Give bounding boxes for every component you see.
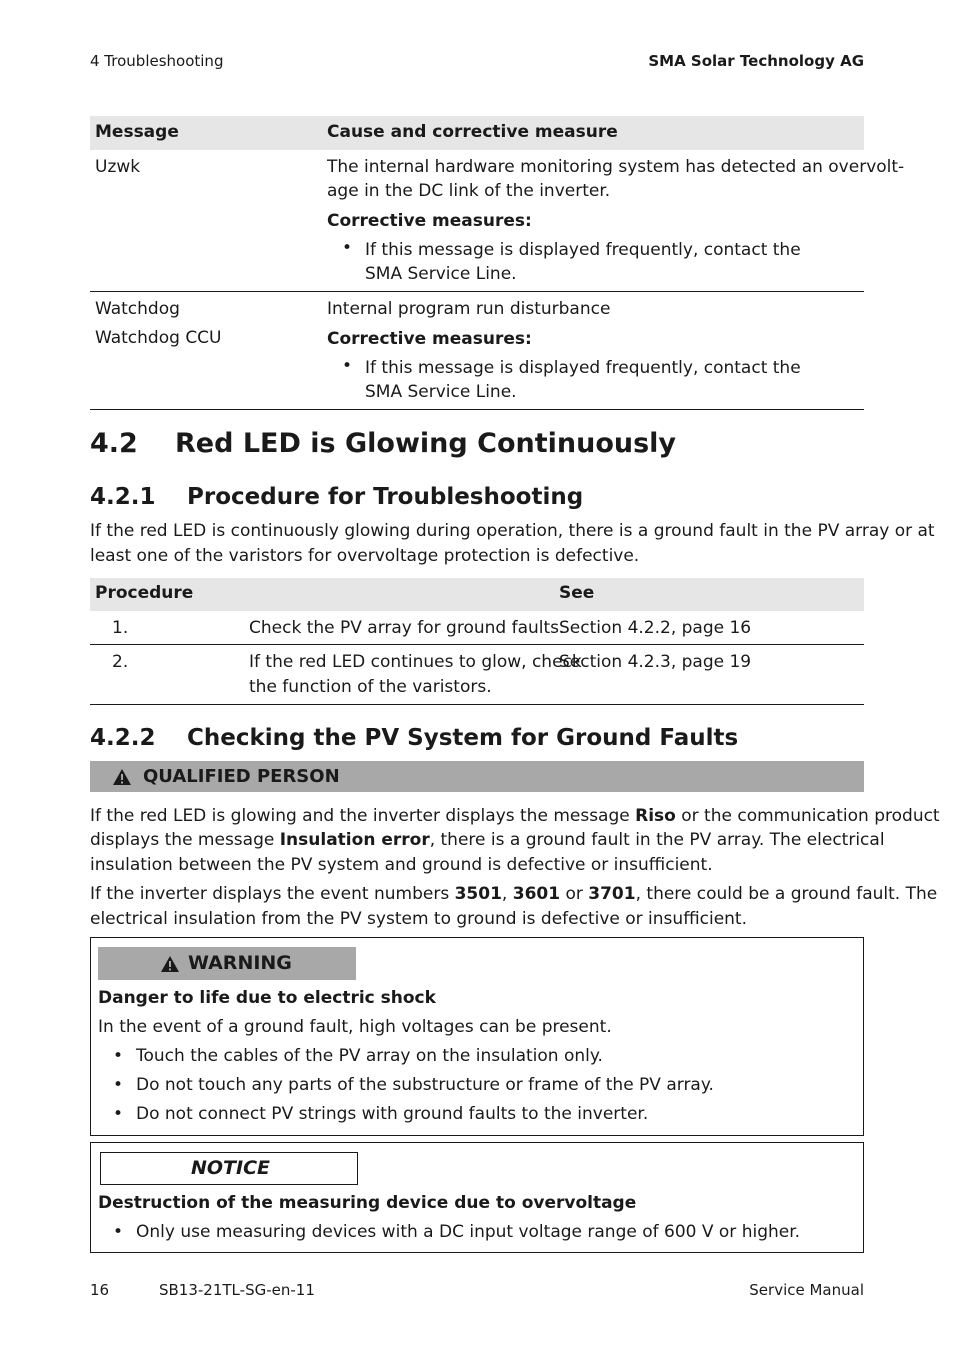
warning-label: WARNING [188,952,292,974]
step-number: 1. [112,618,129,638]
subsection-title: Procedure for Troubleshooting [187,484,584,510]
message-name: Insulation error [279,830,430,850]
warning-triangle-icon [112,768,132,786]
column-header-cause: Cause and corrective measure [327,122,618,142]
bullet-glyph: • [342,356,353,376]
bullet-glyph: • [113,1222,124,1242]
qualified-person-label: QUALIFIED PERSON [143,766,340,787]
text-run: , there could be a ground fault. The [635,884,938,904]
message-cell: Watchdog [95,299,180,319]
warning-box [90,937,864,1136]
paragraph: least one of the varistors for overvoltage protection is defective. [90,546,640,566]
column-header-procedure: Procedure [95,583,194,603]
text-run: , there is a ground fault in the PV array. The electrical [429,830,885,850]
step-number: 2. [112,652,129,672]
corrective-label: Corrective measures: [327,329,532,349]
row-divider [90,409,864,410]
cause-text: The internal hardware monitoring system has detected an overvolt- [327,157,905,177]
paragraph [90,882,937,907]
text-run: displays the message [90,830,280,850]
step-text: Check the PV array for ground faults. [249,618,565,638]
paragraph [90,828,885,853]
text-run: If the red LED is glowing and the inverter displays the message [90,806,636,826]
header-chapter: 4 Troubleshooting [90,52,224,70]
section-number: 4.2 [90,428,138,459]
warning-heading: Danger to life due to electric shock [98,988,436,1008]
event-number: 3701 [588,884,636,904]
column-header-message: Message [95,122,179,142]
bullet-glyph: • [113,1104,124,1124]
event-number: 3601 [512,884,561,904]
paragraph: electrical insulation from the PV system to ground is defective or insufficient. [90,909,747,929]
warning-tag [98,947,356,980]
document-code: SB13-21TL-SG-en-11 [159,1281,315,1299]
step-text: the function of the varistors. [249,677,492,697]
message-cell: Uzwk [95,157,141,177]
row-divider [90,291,864,292]
cause-text: Internal program run disturbance [327,299,611,319]
step-text: If the red LED continues to glow, check [249,652,582,672]
event-number: 3501 [454,884,502,904]
list-item: Do not connect PV strings with ground faults to the inverter. [136,1104,649,1124]
bullet-glyph: • [113,1075,124,1095]
list-item: Touch the cables of the PV array on the insulation only. [136,1046,603,1066]
notice-label: NOTICE [191,1157,271,1179]
bullet-text: If this message is displayed frequently, contact the [365,240,801,260]
bullet-text: If this message is displayed frequently, contact the [365,358,801,378]
message-cell: Watchdog CCU [95,328,222,348]
corrective-label: Corrective measures: [327,211,532,231]
page-number: 16 [90,1281,110,1299]
qualified-person-banner [90,761,864,792]
cause-text: age in the DC link of the inverter. [327,181,611,201]
text-run: or the communication product [675,806,940,826]
notice-tag [100,1152,358,1185]
message-name: Riso [635,806,676,826]
header-company: SMA Solar Technology AG [648,52,864,70]
bullet-text: SMA Service Line. [365,382,517,402]
notice-heading: Destruction of the measuring device due to overvoltage [98,1193,637,1213]
bullet-glyph: • [113,1046,124,1066]
bullet-text: SMA Service Line. [365,264,517,284]
row-divider [90,704,864,705]
warning-intro: In the event of a ground fault, high voltages can be present. [98,1017,612,1037]
section-title: Red LED is Glowing Continuously [175,428,677,459]
subsection-number: 4.2.2 [90,725,156,751]
document-type: Service Manual [749,1281,864,1299]
text-run: , [501,884,513,904]
paragraph: If the red LED is continuously glowing during operation, there is a ground fault in the PV array or at [90,521,935,541]
list-item: Only use measuring devices with a DC input voltage range of 600 V or higher. [136,1222,801,1242]
bullet-glyph: • [342,238,353,258]
subsection-title: Checking the PV System for Ground Faults [187,725,739,751]
step-reference: Section 4.2.3, page 19 [559,652,752,672]
notice-box [90,1142,864,1253]
step-reference: Section 4.2.2, page 16 [559,618,752,638]
row-divider [90,644,864,645]
subsection-number: 4.2.1 [90,484,156,510]
list-item: Do not touch any parts of the substructure or frame of the PV array. [136,1075,714,1095]
column-header-see: See [559,583,595,603]
paragraph: insulation between the PV system and ground is defective or insufficient. [90,855,713,875]
text-run: or [560,884,589,904]
table-header-row [90,578,864,611]
paragraph [90,804,940,829]
text-run: If the inverter displays the event numbers [90,884,455,904]
warning-triangle-icon [160,955,180,973]
